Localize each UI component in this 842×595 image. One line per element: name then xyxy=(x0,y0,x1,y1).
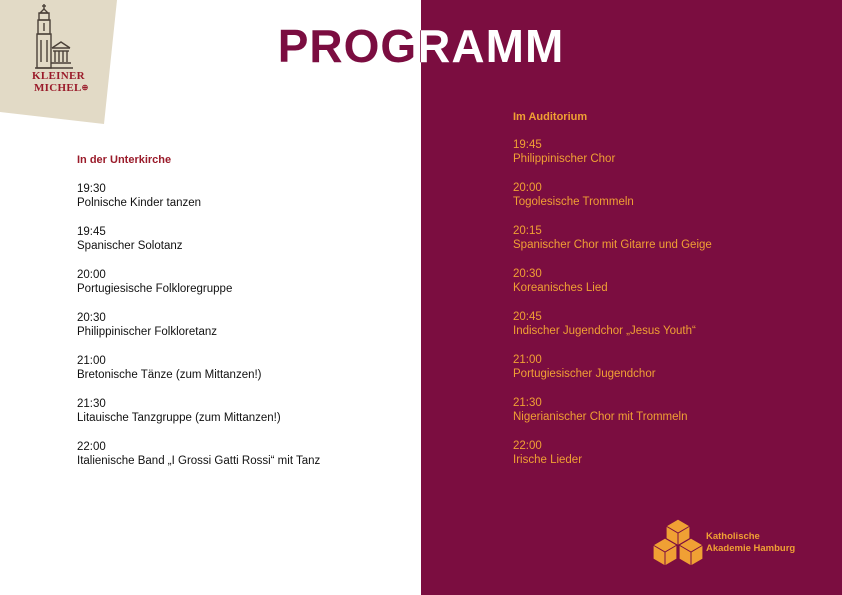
program-entry xyxy=(513,224,842,252)
program-entry xyxy=(513,439,842,467)
entry-title: Philippinischer Chor xyxy=(513,153,616,165)
entry-time: 21:00 xyxy=(513,354,542,366)
kah-line-1: Katholische xyxy=(706,531,760,542)
program-entry xyxy=(77,268,407,296)
entry-title: Indischer Jugendchor „Jesus Youth“ xyxy=(513,325,696,337)
entry-time: 22:00 xyxy=(77,441,106,453)
program-entry xyxy=(77,311,407,339)
hexagon-cubes-icon xyxy=(652,518,704,568)
program-entry xyxy=(513,181,842,209)
entry-title: Portugiesische Folkloregruppe xyxy=(77,283,233,295)
entry-time: 19:45 xyxy=(513,139,542,151)
entry-time: 20:45 xyxy=(513,311,542,323)
kah-wordmark xyxy=(706,531,795,555)
section-heading-unterkirche: In der Unterkirche xyxy=(77,154,172,166)
program-auditorium xyxy=(513,110,842,482)
program-entry xyxy=(513,396,842,424)
entry-time: 19:45 xyxy=(77,226,106,238)
program-entry xyxy=(513,267,842,295)
program-entry xyxy=(77,225,407,253)
entry-time: 20:00 xyxy=(77,269,106,281)
entry-title: Bretonische Tänze (zum Mittanzen!) xyxy=(77,369,262,381)
program-entry xyxy=(77,354,407,382)
entry-time: 21:00 xyxy=(77,355,106,367)
entry-title: Togolesische Trommeln xyxy=(513,196,634,208)
entry-title: Irische Lieder xyxy=(513,454,583,466)
section-heading-auditorium: Im Auditorium xyxy=(513,111,588,123)
program-entry xyxy=(513,310,842,338)
entry-time: 20:30 xyxy=(77,312,106,324)
katholische-akademie-logo xyxy=(652,518,812,570)
logo-line-2: MICHEL⊕ xyxy=(34,82,89,94)
entry-title: Nigerianischer Chor mit Trommeln xyxy=(513,411,688,423)
program-entry xyxy=(77,397,407,425)
entry-title: Polnische Kinder tanzen xyxy=(77,197,202,209)
entry-time: 22:00 xyxy=(513,440,542,452)
entry-time: 21:30 xyxy=(77,398,106,410)
program-entry xyxy=(513,353,842,381)
page-title: PROGRAMM xyxy=(0,14,842,78)
kah-line-2: Akademie Hamburg xyxy=(706,543,796,554)
program-unterkirche xyxy=(77,153,407,483)
program-entry xyxy=(513,138,842,166)
entry-title: Litauische Tanzgruppe (zum Mittanzen!) xyxy=(77,412,281,424)
entry-time: 19:30 xyxy=(77,183,106,195)
entry-title: Spanischer Solotanz xyxy=(77,240,183,252)
entry-title: Italienische Band „I Grossi Gatti Rossi“ mit Tanz xyxy=(77,455,321,467)
entry-title: Philippinischer Folkloretanz xyxy=(77,326,217,338)
entry-title: Spanischer Chor mit Gitarre und Geige xyxy=(513,239,712,251)
entry-title: Portugiesischer Jugendchor xyxy=(513,368,656,380)
entry-time: 20:00 xyxy=(513,182,542,194)
entry-time: 21:30 xyxy=(513,397,542,409)
program-entry xyxy=(77,440,407,468)
entry-time: 20:30 xyxy=(513,268,542,280)
entry-title: Koreanisches Lied xyxy=(513,282,608,294)
program-entry xyxy=(77,182,407,210)
entry-time: 20:15 xyxy=(513,225,542,237)
